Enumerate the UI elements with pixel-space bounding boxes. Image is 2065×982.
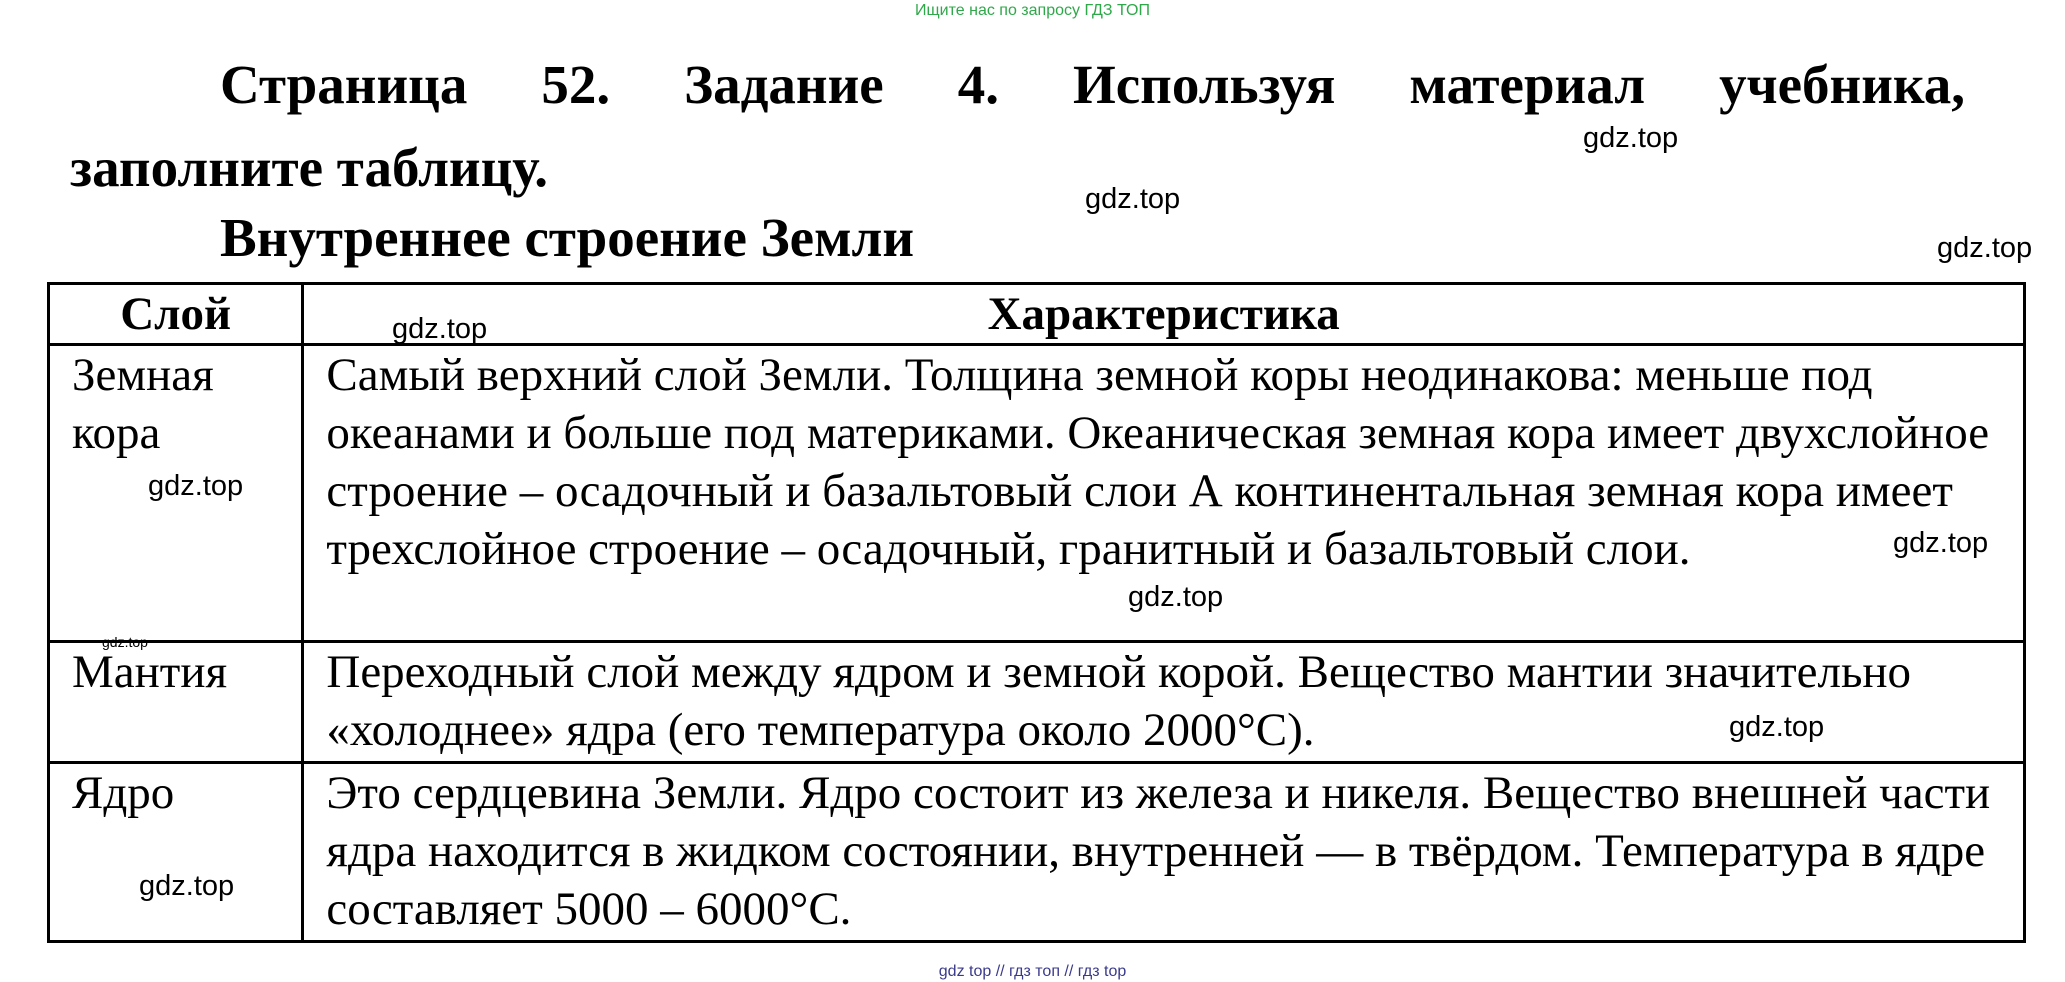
watermark: gdz.top: [392, 313, 488, 345]
watermark: gdz.top: [1128, 581, 1224, 613]
watermark: gdz.top: [1937, 232, 2033, 264]
layer-cell: Мантия: [49, 642, 303, 763]
table-row: [49, 642, 2025, 763]
table-title: Внутреннее строение Земли: [220, 207, 915, 268]
header-layer: Слой: [49, 284, 303, 345]
watermark: gdz.top: [102, 634, 148, 650]
footer: gdz top // гдз топ // гдз top: [938, 963, 1127, 980]
top-banner: Ищите нас по запросу ГДЗ ТОП: [915, 2, 1150, 19]
header-description: Характеристика: [303, 284, 2025, 345]
table-row: [49, 763, 2025, 942]
task-heading-line1: Страница 52. Задание 4. Используя материал учебника,: [220, 54, 1965, 115]
layer-cell: Земная кора: [49, 345, 303, 642]
watermark: gdz.top: [1893, 527, 1989, 559]
watermark: gdz.top: [148, 470, 244, 502]
watermark: gdz.top: [1085, 183, 1181, 215]
table-row: [49, 345, 2025, 642]
description-cell: Переходный слой между ядром и земной корой. Вещество мантии значительно «холоднее» ядра (его температура около 2000°С).: [303, 642, 2025, 763]
table-header-row: [49, 284, 2025, 345]
description-cell: Самый верхний слой Земли. Толщина земной коры неодинакова: меньше под океанами и больше под материками. Океаническая земная кора имеет двухслойное строение – осадочный и базальтовый слои А континентальная земная кора имеет трехслойное строение – осадочный, гранитный и базальтовый слои.: [303, 345, 2025, 642]
task-heading-line2: заполните таблицу.: [70, 137, 549, 198]
earth-structure-table: [47, 282, 2026, 943]
watermark: gdz.top: [139, 870, 235, 902]
description-cell: Это сердцевина Земли. Ядро состоит из железа и никеля. Вещество внешней части ядра находится в жидком состоянии, внутренней — в твёрдом. Температура в ядре составляет 5000 – 6000°С.: [303, 763, 2025, 942]
layer-cell: Ядро: [49, 763, 303, 942]
watermark: gdz.top: [1583, 122, 1679, 154]
watermark: gdz.top: [1729, 711, 1825, 743]
